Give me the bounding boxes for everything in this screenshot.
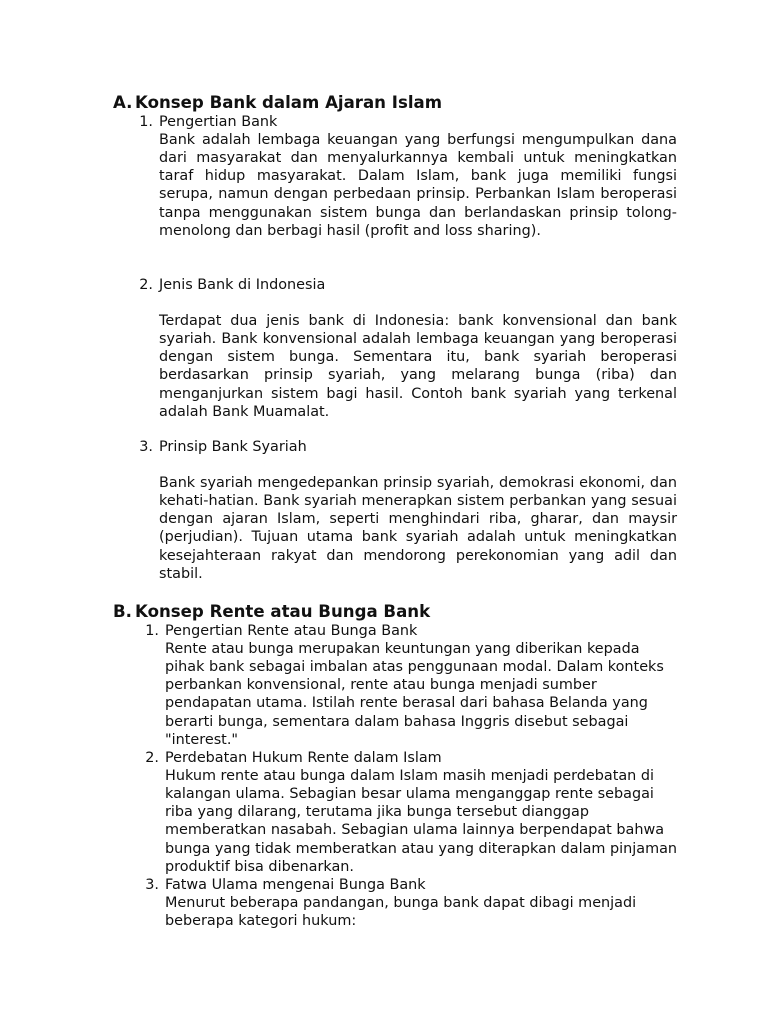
item-title: Pengertian Rente atau Bunga Bank <box>165 623 418 639</box>
section-a-item-2-heading <box>131 276 325 294</box>
item-title: Prinsip Bank Syariah <box>159 439 307 455</box>
section-b-letter: B. <box>113 602 132 621</box>
section-b-item-1-heading <box>137 622 417 640</box>
item-number: 3. <box>145 877 159 893</box>
item-number: 3. <box>139 439 153 455</box>
section-b-item-3-heading <box>137 876 426 894</box>
item-title: Jenis Bank di Indonesia <box>159 277 326 293</box>
section-b-title: Konsep Rente atau Bunga Bank <box>135 602 431 621</box>
item-number: 1. <box>145 623 159 639</box>
section-a-item-2-paragraph: Terdapat dua jenis bank di Indonesia: bank konvensional dan bank syariah. Bank konvensional adalah lembaga keuangan yang beroperasi dengan sistem bunga. Sementara itu, bank syariah beroperasi berdasarkan prinsip syariah, yang melarang bunga (riba) dan menganjurkan sistem bagi hasil. Contoh bank syariah yang terkenal adalah Bank Muamalat. <box>159 313 677 420</box>
section-a-item-1-paragraph: Bank adalah lembaga keuangan yang berfungsi mengumpulkan dana dari masyarakat dan menyalurkannya kembali untuk meningkatkan taraf hidup masyarakat. Dalam Islam, bank juga memiliki fungsi serupa, namun dengan perbedaan prinsip. Perbankan Islam beroperasi tanpa menggunakan sistem bunga dan berlandaskan prinsip tolong-menolong dan berbagi hasil (profit and loss sharing). <box>159 132 677 239</box>
section-b-item-2-heading <box>137 749 442 767</box>
item-number: 2. <box>139 277 153 293</box>
section-b-item-1-paragraph: Rente atau bunga merupakan keuntungan yang diberikan kepada pihak bank sebagai imbalan atas penggunaan modal. Dalam konteks perbankan konvensional, rente atau bunga menjadi sumber pendapatan utama. Istilah rente berasal dari bahasa Belanda yang berarti bunga, sementara dalam bahasa Inggris disebut sebagai "interest." <box>165 641 664 748</box>
section-a-item-3-heading <box>131 438 307 456</box>
item-number: 2. <box>145 750 159 766</box>
section-a-title: Konsep Bank dalam Ajaran Islam <box>135 93 442 112</box>
section-a-item-1-heading <box>131 113 277 131</box>
section-b-item-2-paragraph: Hukum rente atau bunga dalam Islam masih menjadi perdebatan di kalangan ulama. Sebagian besar ulama menganggap rente sebagai riba yang dilarang, terutama jika bunga tersebut dianggap memberatkan nasabah. Sebagian ulama lainnya berpendapat bahwa bunga yang tidak memberatkan atau yang diterapkan dalam pinjaman produktif bisa dibenarkan. <box>165 768 678 875</box>
item-number: 1. <box>139 114 153 130</box>
item-title: Perdebatan Hukum Rente dalam Islam <box>165 750 442 766</box>
section-a-heading <box>113 93 442 113</box>
section-a-letter: A. <box>113 93 133 112</box>
item-title: Pengertian Bank <box>159 114 278 130</box>
section-a-item-3-paragraph: Bank syariah mengedepankan prinsip syariah, demokrasi ekonomi, dan kehati-hatian. Bank syariah menerapkan sistem perbankan yang sesuai dengan ajaran Islam, seperti menghindari riba, gharar, dan maysir (perjudian). Tujuan utama bank syariah adalah untuk meningkatkan kesejahteraan rakyat dan mendorong perekonomian yang adil dan stabil. <box>159 475 677 582</box>
section-b-heading <box>113 602 430 622</box>
section-b-item-3-paragraph: Menurut beberapa pandangan, bunga bank dapat dibagi menjadi beberapa kategori hukum: <box>165 895 637 930</box>
item-title: Fatwa Ulama mengenai Bunga Bank <box>165 877 426 893</box>
